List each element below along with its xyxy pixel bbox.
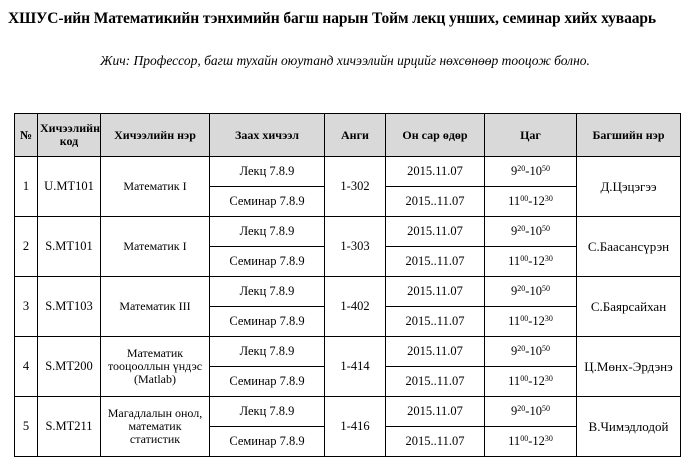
time-end-hour: 12 [532,314,545,328]
cell-course-name: Математик I [101,157,210,217]
time-start-hour: 11 [508,434,521,448]
cell-time-seminar [485,247,577,277]
cell-number: 1 [15,157,38,217]
cell-date-lecture: 2015.11.07 [386,157,485,187]
document-title: ХШУС-ийн Математикийн тэнхимийн багш нарын Тойм лекц унших, семинар хийх хуваарь [8,10,656,27]
header-code: Хичээлийн код [38,114,101,157]
schedule-table [14,113,681,457]
header-date: Он сар өдөр [386,114,485,157]
time-separator: - [528,194,533,208]
cell-date-lecture: 2015.11.07 [386,397,485,427]
cell-code: U.MT101 [38,157,101,217]
time-end-minute: 30 [544,194,553,203]
cell-seminar: Семинар 7.8.9 [210,427,325,457]
time-start-minute: 20 [517,344,526,353]
cell-teacher: С.Баасансүрэн [577,217,681,277]
time-end-minute: 30 [544,254,553,263]
cell-time-lecture [485,277,577,307]
time-end-minute: 30 [544,374,553,383]
time-start-hour: 9 [511,404,518,418]
cell-time-lecture [485,337,577,367]
time-separator: - [528,254,533,268]
time-end-hour: 12 [532,194,545,208]
time-end-minute: 50 [541,404,550,413]
cell-number: 5 [15,397,38,457]
cell-code: S.MT211 [38,397,101,457]
time-start-minute: 00 [520,314,529,323]
time-start-minute: 00 [520,434,529,443]
cell-time-lecture [485,217,577,247]
table-row [15,217,681,247]
header-class-type: Заах хичээл [210,114,325,157]
time-end-minute: 50 [541,164,550,173]
cell-code: S.MT103 [38,277,101,337]
cell-course-name: Магадлалын онол, математик статистик [101,397,210,457]
header-time: Цаг [485,114,577,157]
cell-room: 1-302 [325,157,386,217]
time-end-minute: 30 [544,314,553,323]
cell-seminar: Семинар 7.8.9 [210,247,325,277]
time-start-minute: 20 [517,284,526,293]
cell-time-seminar [485,187,577,217]
cell-date-lecture: 2015.11.07 [386,277,485,307]
time-start-hour: 9 [511,164,518,178]
cell-course-name: Математик I [101,217,210,277]
cell-time-lecture [485,397,577,427]
time-start-minute: 20 [517,224,526,233]
cell-teacher: Д.Цэцэгээ [577,157,681,217]
cell-number: 4 [15,337,38,397]
time-start-hour: 9 [511,284,518,298]
time-end-minute: 30 [544,434,553,443]
time-start-minute: 00 [520,374,529,383]
time-start-hour: 11 [508,314,521,328]
cell-number: 2 [15,217,38,277]
header-row [15,114,681,157]
time-end-hour: 12 [532,254,545,268]
cell-time-seminar [485,307,577,337]
header-name: Хичээлийн нэр [101,114,210,157]
time-start-minute: 00 [520,254,529,263]
cell-date-seminar: 2015..11.07 [386,367,485,397]
cell-date-seminar: 2015..11.07 [386,247,485,277]
time-separator: - [525,224,530,238]
header-number: № [15,114,38,157]
cell-date-lecture: 2015.11.07 [386,217,485,247]
cell-time-lecture [485,157,577,187]
time-separator: - [528,314,533,328]
cell-course-name: Математик тооцооллын үндэс (Matlab) [101,337,210,397]
cell-teacher: В.Чимэдлодой [577,397,681,457]
cell-code: S.MT200 [38,337,101,397]
table-row [15,157,681,187]
header-teacher: Багшийн нэр [577,114,681,157]
cell-date-seminar: 2015..11.07 [386,427,485,457]
time-separator: - [525,164,530,178]
table-row [15,337,681,367]
cell-code: S.MT101 [38,217,101,277]
cell-course-name: Математик III [101,277,210,337]
schedule-body [15,157,681,457]
cell-lecture: Лекц 7.8.9 [210,397,325,427]
time-start-hour: 11 [508,254,521,268]
cell-lecture: Лекц 7.8.9 [210,157,325,187]
time-end-hour: 10 [529,344,542,358]
cell-room: 1-416 [325,397,386,457]
cell-teacher: Ц.Мөнх-Эрдэнэ [577,337,681,397]
time-end-hour: 10 [529,164,542,178]
time-start-minute: 00 [520,194,529,203]
time-separator: - [528,374,533,388]
time-end-hour: 12 [532,374,545,388]
cell-room: 1-402 [325,277,386,337]
time-end-hour: 10 [529,224,542,238]
cell-lecture: Лекц 7.8.9 [210,217,325,247]
time-separator: - [525,344,530,358]
time-end-minute: 50 [541,284,550,293]
cell-room: 1-414 [325,337,386,397]
document-note: Жич: Профессор, багш тухайн оюутанд хичээлийн ирцийг нөхсөнөөр тооцож болно. [100,53,590,68]
time-separator: - [525,284,530,298]
cell-seminar: Семинар 7.8.9 [210,187,325,217]
cell-room: 1-303 [325,217,386,277]
time-end-hour: 10 [529,404,542,418]
time-start-hour: 9 [511,224,518,238]
time-start-hour: 11 [508,194,521,208]
cell-time-seminar [485,427,577,457]
time-end-hour: 12 [532,434,545,448]
cell-seminar: Семинар 7.8.9 [210,367,325,397]
cell-date-seminar: 2015..11.07 [386,187,485,217]
time-end-minute: 50 [541,224,550,233]
time-end-minute: 50 [541,344,550,353]
time-separator: - [525,404,530,418]
cell-lecture: Лекц 7.8.9 [210,277,325,307]
cell-seminar: Семинар 7.8.9 [210,307,325,337]
time-start-hour: 9 [511,344,518,358]
time-start-minute: 20 [517,404,526,413]
cell-teacher: С.Баярсайхан [577,277,681,337]
cell-lecture: Лекц 7.8.9 [210,337,325,367]
cell-date-lecture: 2015.11.07 [386,337,485,367]
time-end-hour: 10 [529,284,542,298]
table-row [15,397,681,427]
time-separator: - [528,434,533,448]
time-start-minute: 20 [517,164,526,173]
table-row [15,277,681,307]
cell-number: 3 [15,277,38,337]
cell-time-seminar [485,367,577,397]
header-room: Анги [325,114,386,157]
cell-date-seminar: 2015..11.07 [386,307,485,337]
time-start-hour: 11 [508,374,521,388]
